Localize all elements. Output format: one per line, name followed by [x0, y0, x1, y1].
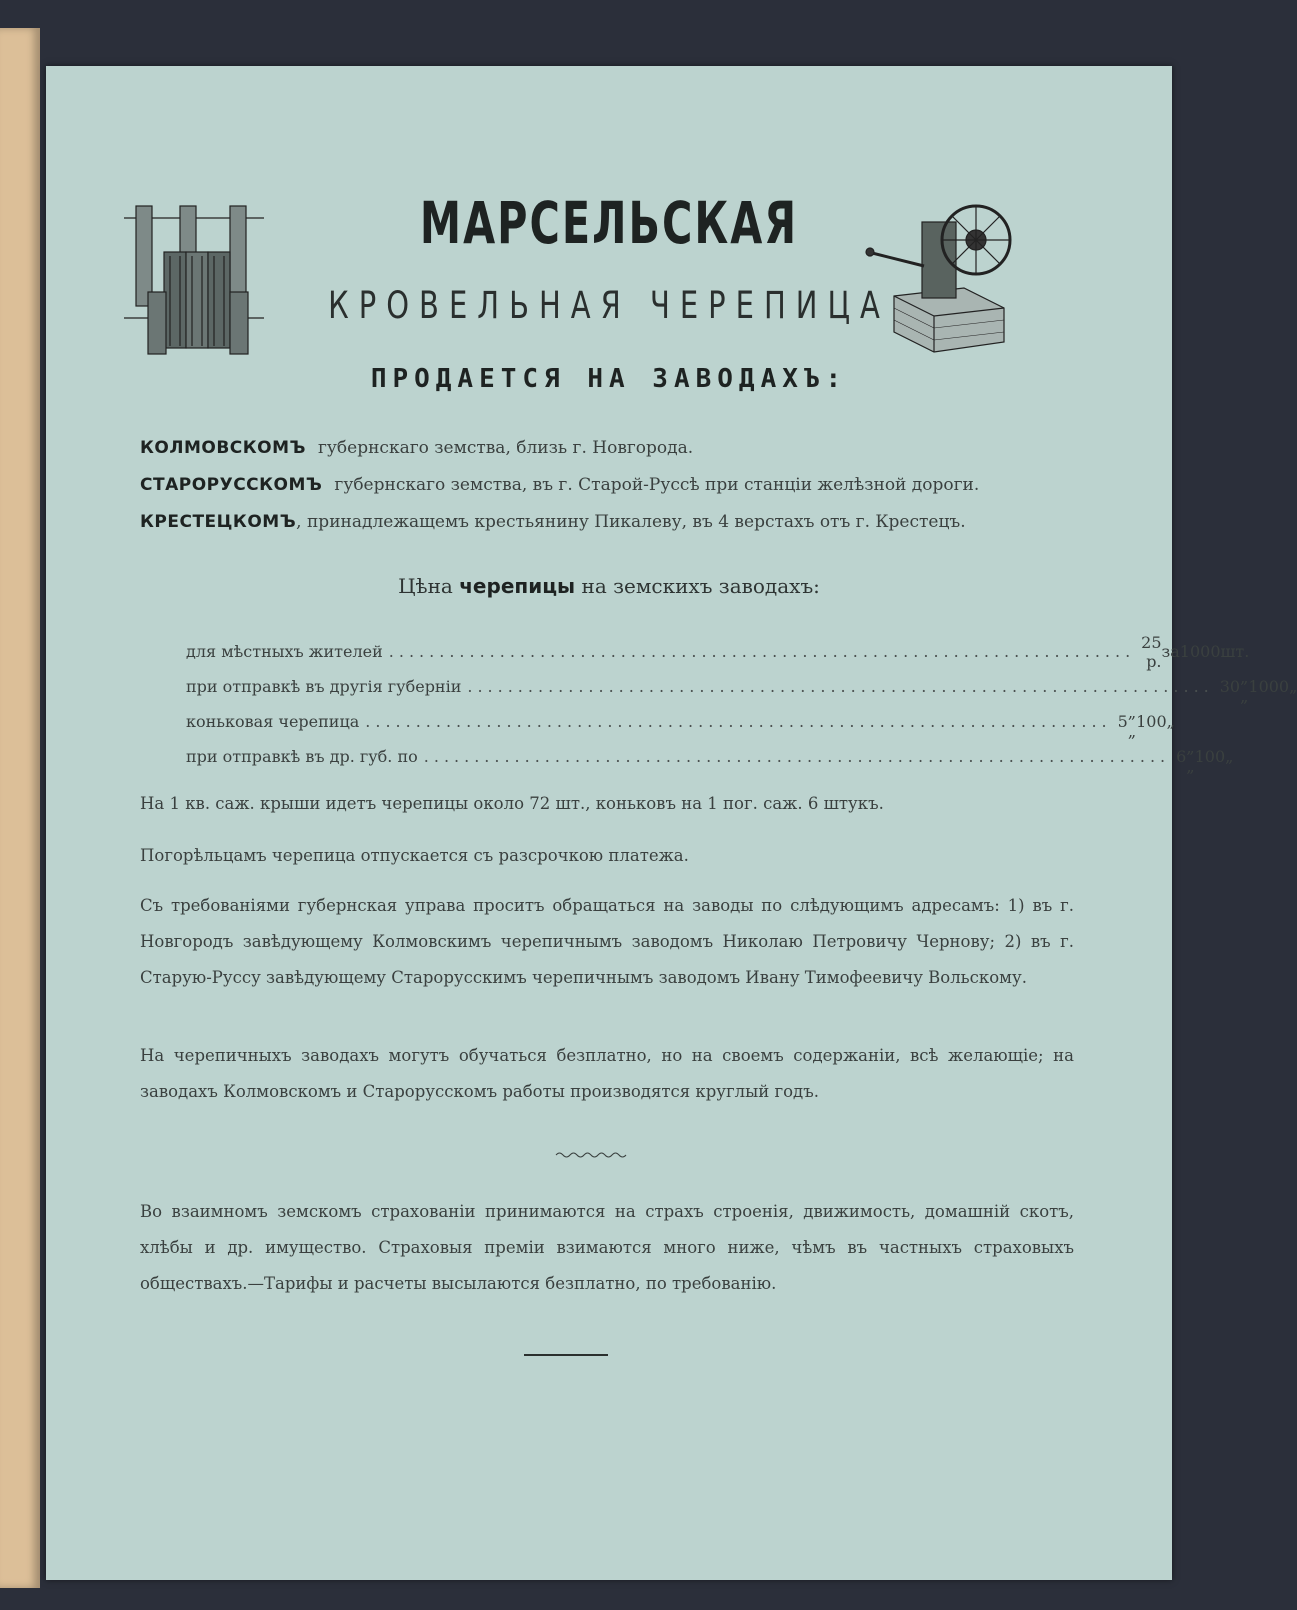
price-label: при отправкѣ въ другія губерніи — [186, 677, 462, 696]
price-heading — [46, 574, 1172, 598]
fire-victims-paragraph: Погорѣльцамъ черепица отпускается съ разсрочкою платежа. — [140, 846, 689, 865]
price-qty: 100 — [1194, 747, 1226, 766]
wavy-divider — [556, 1151, 626, 1159]
price-value: 6 — [1176, 747, 1187, 766]
training-paragraph: На черепичныхъ заводахъ могутъ обучаться безплатно, но на своемъ содержаніи, всѣ желающіе; на заводахъ Колмовскомъ и Старорусскомъ работы производятся круглый годъ. — [140, 1046, 1074, 1101]
end-rule — [524, 1354, 608, 1356]
price-suffix: шт. — [1220, 642, 1250, 661]
price-qty: 100 — [1136, 712, 1167, 731]
factory-description: , принадлежащемъ крестьянину Пикалеву, въ 4 верстахъ отъ г. Крестецъ. — [296, 512, 966, 532]
price-value: 30 — [1219, 677, 1241, 696]
factory-list — [140, 430, 1080, 541]
price-unit: за — [1161, 642, 1180, 661]
price-value: 5 — [1117, 712, 1128, 731]
price-row — [186, 702, 1175, 741]
factory-item — [140, 430, 1080, 467]
price-suffix: „ — [1225, 747, 1234, 766]
price-row — [186, 737, 1234, 776]
requests-paragraph: Съ требованіями губернская управа проситъ обращаться на заводы по слѣдующимъ адресамъ: 1) въ г. Новгородъ завѣдующему Колмовскимъ черепичнымъ заводомъ Николаю Петровичу Чернову; 2) въ г. Старую-Руссу завѣдующему Старорусскимъ черепичнымъ заводомъ Ивану Тимофеевичу Вольскому. — [140, 896, 1074, 987]
price-label: коньковая черепица — [186, 712, 360, 731]
price-row — [186, 667, 1297, 706]
dot-leader: .......................................................................... — [423, 747, 1171, 766]
factory-item — [140, 504, 1080, 541]
price-heading-after: на земскихъ заводахъ: — [581, 574, 820, 598]
insurance-paragraph: Во взаимномъ земскомъ страхованіи принимаются на страхъ строенія, движимость, домашній скотъ, хлѣбы и др. имущество. Страховыя преміи взимаются много ниже, чѣмъ въ частныхъ страховыхъ обществахъ.—Тарифы и расчеты высылаются безплатно, по требованію. — [140, 1202, 1074, 1293]
price-unit: „ „ — [1127, 702, 1137, 741]
page-subtitle: КРОВЕЛЬНАЯ ЧЕРЕПИЦА — [328, 282, 890, 328]
dot-leader: .......................................................................... — [365, 712, 1112, 731]
dot-leader: .......................................................................... — [388, 642, 1136, 661]
price-label: для мѣстныхъ жителей — [186, 642, 383, 661]
price-qty: 1000 — [1248, 677, 1290, 696]
document-page — [46, 66, 1297, 1580]
left-page-edge — [0, 28, 40, 1588]
price-qty: 1000 — [1179, 642, 1221, 661]
factory-name: СТАРОРУССКОМЪ — [140, 475, 323, 495]
sold-at-heading: ПРОДАЕТСЯ НА ЗАВОДАХЪ: — [370, 364, 848, 394]
price-heading-bold: черепицы — [459, 574, 576, 598]
price-label: при отправкѣ въ др. губ. по — [186, 747, 418, 766]
page-title: МАРСЕЛЬСКАЯ — [419, 189, 799, 257]
price-suffix: „ — [1289, 677, 1297, 696]
factory-item — [140, 467, 1080, 504]
price-list — [186, 632, 1297, 776]
price-value: 25 р. — [1141, 632, 1162, 671]
factory-description: губернскаго земства, въ г. Старой-Руссѣ при станціи желѣзной дороги. — [334, 475, 980, 495]
price-row — [186, 632, 1250, 671]
factory-name: КРЕСТЕЦКОМЪ — [140, 512, 297, 532]
price-unit: „ „ — [1240, 667, 1249, 706]
roof-paragraph: На 1 кв. саж. крыши идетъ черепицы около 72 шт., коньковъ на 1 пог. саж. 6 штукъ. — [140, 794, 884, 813]
price-unit: „ „ — [1186, 737, 1195, 776]
price-heading-before: Цѣна — [398, 574, 453, 598]
price-suffix: „ — [1166, 712, 1175, 731]
dot-leader: .......................................................................... — [467, 677, 1214, 696]
factory-name: КОЛМОВСКОМЪ — [140, 438, 307, 458]
factory-description: губернскаго земства, близь г. Новгорода. — [318, 438, 694, 458]
